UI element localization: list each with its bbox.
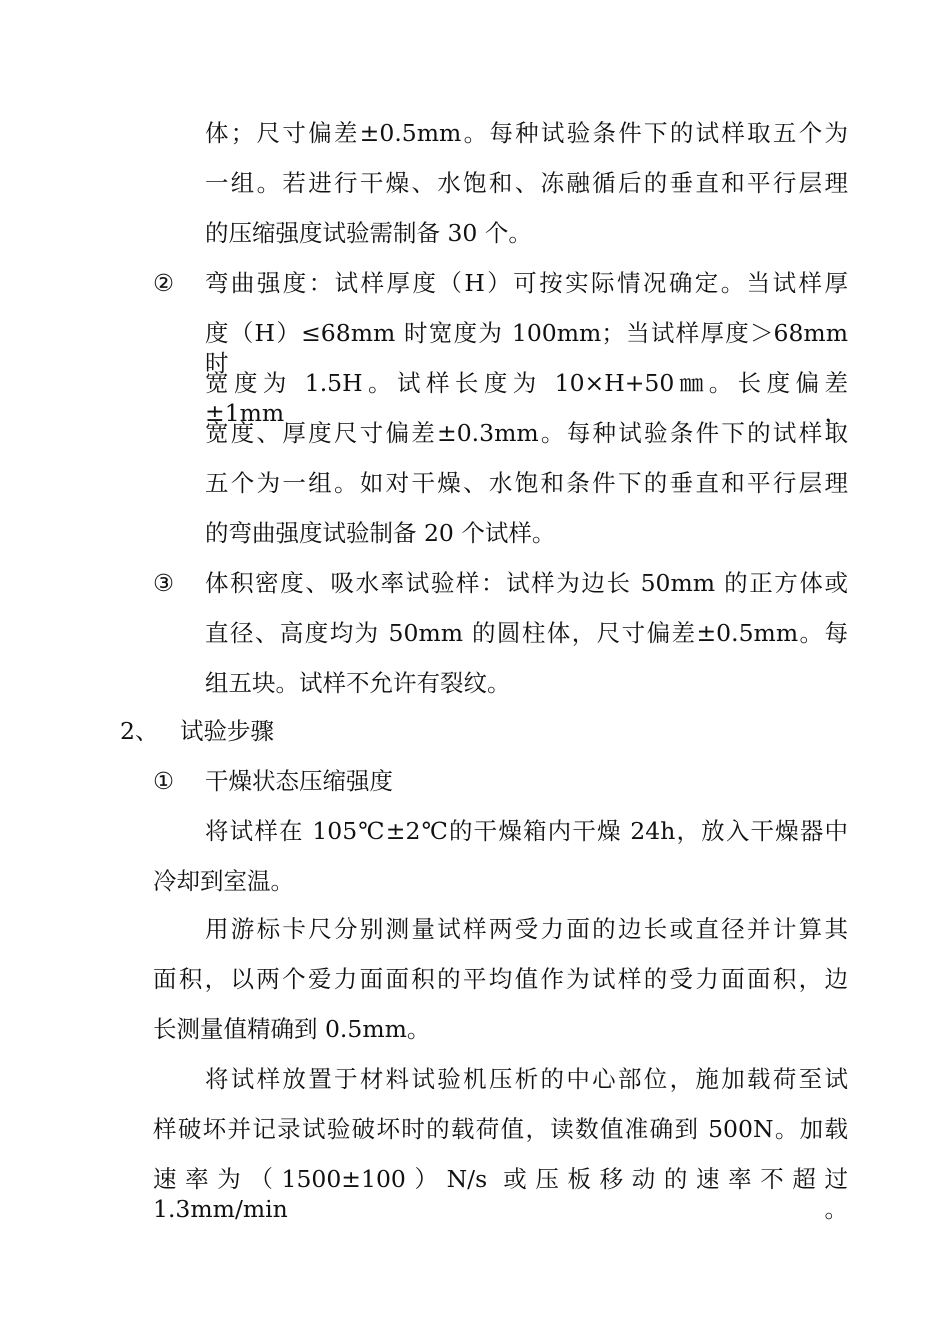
list-marker: ③ bbox=[153, 569, 175, 597]
text-line: 的压缩强度试验需制备 30 个。 bbox=[205, 219, 532, 247]
text-line: 直径、高度均为 50mm 的圆柱体，尺寸偏差±0.5mm。每 bbox=[205, 619, 848, 647]
subsection-title: 干燥状态压缩强度 bbox=[205, 767, 393, 795]
text-line: 体；尺寸偏差±0.5mm。每种试验条件下的试样取五个为 bbox=[205, 119, 848, 147]
text-line: 冷却到室温。 bbox=[153, 867, 294, 895]
section-number: 2、 bbox=[120, 717, 159, 745]
list-marker: ① bbox=[153, 767, 175, 795]
text-line: 一组。若进行干燥、水饱和、冻融循后的垂直和平行层理 bbox=[205, 169, 848, 197]
section-title: 试验步骤 bbox=[180, 717, 274, 745]
text-line: 五个为一组。如对干燥、水饱和条件下的垂直和平行层理 bbox=[205, 469, 848, 497]
text-line: 样破坏并记录试验破坏时的载荷值，读数值准确到 500N。加载 bbox=[153, 1115, 848, 1143]
list-marker: ② bbox=[153, 269, 175, 297]
text-line: 的弯曲强度试验制备 20 个试样。 bbox=[205, 519, 556, 547]
text-line: 度（H）≤68mm 时宽度为 100mm；当试样厚度＞68mm 时 bbox=[205, 319, 848, 377]
text-line: 体积密度、吸水率试验样：试样为边长 50mm 的正方体或 bbox=[205, 569, 848, 597]
text-line: 将试样放置于材料试验机压析的中心部位，施加载荷至试 bbox=[205, 1065, 848, 1093]
text-line: 宽度、厚度尺寸偏差±0.3mm。每种试验条件下的试样取 bbox=[205, 419, 848, 447]
text-line: 组五块。试样不允许有裂纹。 bbox=[205, 669, 511, 697]
text-line: 面积，以两个爱力面面积的平均值作为试样的受力面面积，边 bbox=[153, 965, 848, 993]
text-line: 弯曲强度：试样厚度（H）可按实际情况确定。当试样厚 bbox=[205, 269, 848, 297]
text-line: 速率为（1500±100）N/s 或压板移动的速率不超过 1.3mm/min。 bbox=[153, 1165, 848, 1223]
text-line: 长测量值精确到 0.5mm。 bbox=[153, 1015, 431, 1043]
text-line: 宽度为 1.5H。试样长度为 10×H+50㎜。长度偏差±1mm， bbox=[205, 369, 848, 427]
text-line: 用游标卡尺分别测量试样两受力面的边长或直径并计算其 bbox=[205, 915, 848, 943]
text-line: 将试样在 105℃±2℃的干燥箱内干燥 24h，放入干燥器中 bbox=[205, 817, 848, 845]
